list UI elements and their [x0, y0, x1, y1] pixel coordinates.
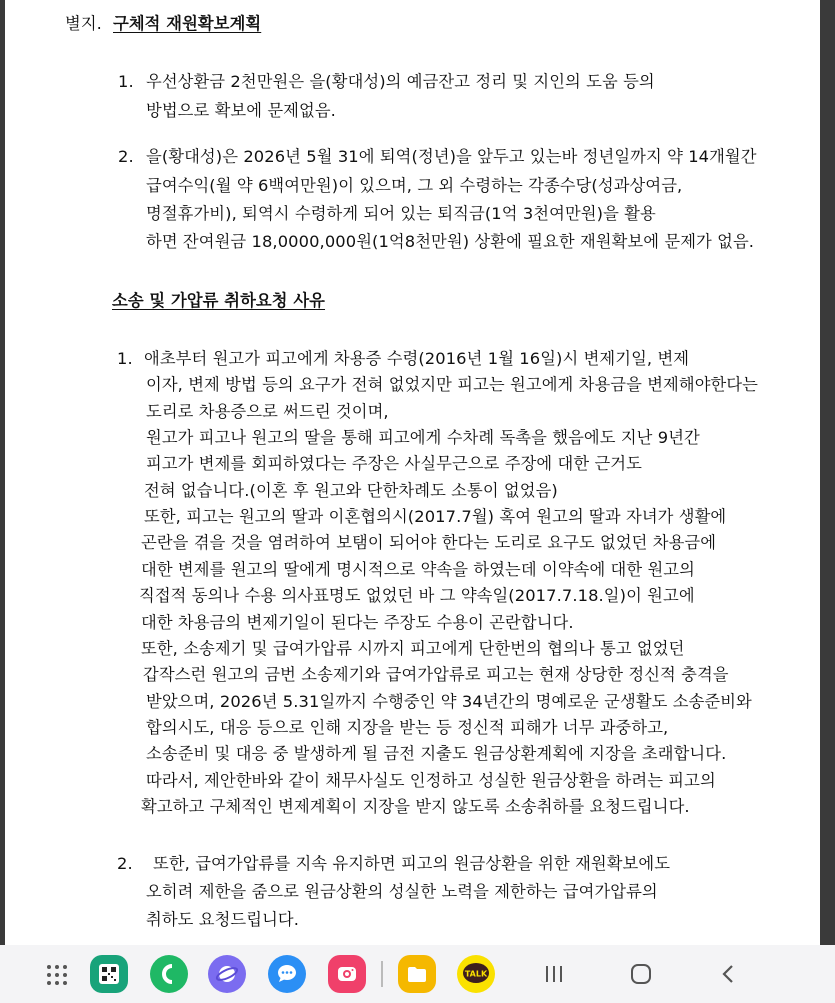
reason-2-line: 또한, 급여가압류를 지속 유지하면 피고의 원금상환을 위한 재원확보에도	[153, 854, 671, 873]
document-page	[5, 0, 820, 945]
reason-line: 도리로 차용증으로 써드린 것이며,	[146, 401, 389, 421]
qr-scanner-icon[interactable]	[90, 955, 128, 993]
plan-item-line: 명절휴가비), 퇴역시 수령하게 되어 있는 퇴직금(1억 3천여만원)을 활용	[146, 204, 656, 223]
plan-item-line: 방법으로 확보에 문제없음.	[146, 101, 336, 120]
my-files-icon[interactable]	[398, 955, 436, 993]
reason-line: 대한 차용금의 변제기일이 된다는 주장도 수용이 곤란합니다.	[141, 612, 574, 632]
camera-icon[interactable]	[328, 955, 366, 993]
reason-line: 직접적 동의나 수용 의사표명도 없었던 바 그 약속일(2017.7.18.일)이 원고에	[139, 586, 695, 606]
system-navigation-bar	[0, 945, 835, 1003]
reason-line: 이자, 변제 방법 등의 요구가 전혀 없었지만 피고는 원고에게 차용금을 변제해야한다는	[146, 375, 759, 395]
section-title: 소송 및 가압류 취하요청 사유	[112, 291, 326, 310]
back-button[interactable]	[713, 959, 743, 989]
reason-line: 따라서, 제안한바와 같이 채무사실도 인정하고 성실한 원금상환을 하려는 피고의	[146, 770, 716, 790]
reason-line: 피고가 변제를 회피하였다는 주장은 사실무근으로 주장에 대한 근거도	[146, 454, 642, 474]
reason-line: 또한, 소송제기 및 급여가압류 시까지 피고에게 단한번의 협의나 통고 없었던	[141, 638, 685, 658]
plan-item-line: 하면 잔여원금 18,0000,000원(1억8천만원) 상환에 필요한 재원확보에 문제가 없음.	[146, 232, 755, 251]
kakaotalk-icon[interactable]	[457, 955, 495, 993]
reason-line: 받았으며, 2026년 5.31일까지 수행중인 약 34년간의 명예로운 군생활도 소송준비와	[146, 691, 752, 711]
plan-item-line: 급여수익(월 약 6백여만원)이 있으며, 그 외 수령하는 각종수당(성과상여금,	[146, 176, 683, 195]
messages-icon[interactable]	[268, 955, 306, 993]
reason-line: 또한, 피고는 원고의 딸과 이혼협의시(2017.7월) 혹여 원고의 딸과 자녀가 생활에	[144, 507, 727, 527]
reason-2-line: 취하도 요청드립니다.	[146, 910, 300, 929]
appendix-label: 별지.	[65, 14, 102, 33]
reason-line: 확고하고 구체적인 변제계획이 지장을 받지 않도록 소송취하를 요청드립니다.	[141, 796, 690, 816]
plan-item-number: 2.	[118, 147, 134, 166]
kakaotalk-label: TALK	[464, 969, 488, 979]
reason-2-line: 오히려 제한을 줌으로 원금상환의 성실한 노력을 제한하는 급여가압류의	[146, 882, 658, 901]
samsung-internet-icon[interactable]	[208, 955, 246, 993]
appendix-title: 구체적 재원확보계획	[113, 14, 262, 33]
plan-item-line: 우선상환금 2천만원은 을(황대성)의 예금잔고 정리 및 지인의 도움 등의	[146, 72, 655, 91]
apps-grid-icon[interactable]	[46, 964, 68, 990]
plan-item-number: 1.	[118, 72, 134, 91]
reason-line: 애초부터 원고가 피고에게 차용증 수령(2016년 1월 16일)시 변제기일, 변제	[144, 349, 690, 368]
dock-divider	[381, 961, 383, 987]
phone-app-icon[interactable]	[150, 955, 188, 993]
reason-line: 소송준비 및 대응 중 발생하게 될 금전 지출도 원금상환계획에 지장을 초래합니다.	[146, 744, 727, 764]
reason-line: 대한 변제를 원고의 딸에게 명시적으로 약속을 하였는데 이약속에 대한 원고의	[141, 559, 695, 579]
reason-2-number: 2.	[117, 854, 133, 873]
reason-line: 원고가 피고나 원고의 딸을 통해 피고에게 수차례 독촉을 했음에도 지난 9년간	[146, 428, 700, 448]
reason-line: 전혀 없습니다.(이혼 후 원고와 단한차례도 소통이 없었음)	[144, 480, 558, 500]
reason-line: 합의시도, 대응 등으로 인해 지장을 받는 등 정신적 피해가 너무 과중하고,	[146, 717, 669, 737]
reason-line: 갑작스런 원고의 금번 소송제기와 급여가압류로 피고는 현재 상당한 정신적 충격을	[143, 665, 729, 685]
recent-apps-button[interactable]	[539, 959, 569, 989]
reason-1-number: 1.	[117, 349, 133, 368]
plan-item-line: 을(황대성)은 2026년 5월 31에 퇴역(정년)을 앞두고 있는바 정년일까지 약 14개월간	[146, 147, 757, 166]
reason-line: 곤란을 겪을 것을 염려하여 보탬이 되어야 한다는 도리로 요구도 없었던 차용금에	[141, 533, 717, 553]
home-button[interactable]	[626, 959, 656, 989]
